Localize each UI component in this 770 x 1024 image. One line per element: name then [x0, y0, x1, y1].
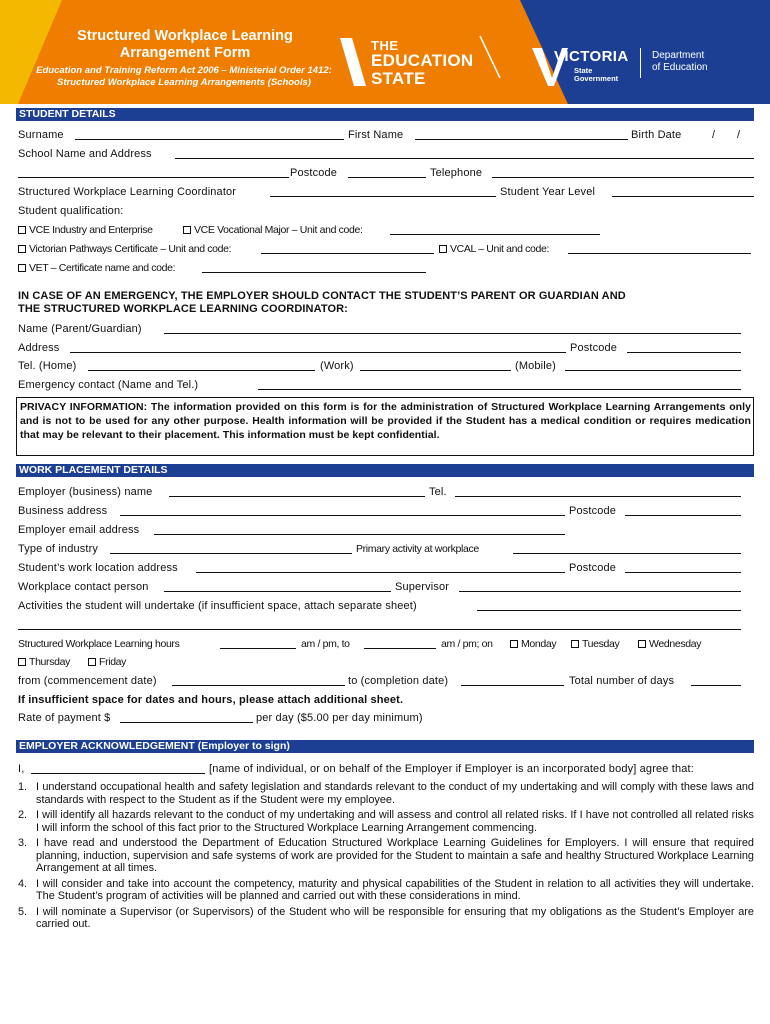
am-pm-to-label: am / pm, to — [301, 638, 350, 650]
rate-field[interactable] — [120, 722, 253, 723]
form-title: Structured Workplace Learning Arrangement Form — [77, 28, 293, 61]
row-hours — [18, 637, 754, 653]
supervisor-label: Supervisor — [395, 581, 450, 593]
total-days-field[interactable] — [691, 685, 741, 686]
row-days — [18, 655, 754, 671]
student-details-header: STUDENT DETAILS — [16, 108, 754, 121]
checkbox-icon[interactable] — [638, 640, 646, 648]
row-contact-person — [18, 580, 754, 596]
birth-date-label: Birth Date — [631, 129, 682, 141]
education-state-logo: THE EDUCATION STATE — [338, 32, 508, 92]
am-pm-on-label: am / pm; on — [441, 638, 493, 650]
school-address-field[interactable] — [175, 158, 754, 159]
primary-activity-field[interactable] — [513, 553, 741, 554]
business-postcode-label: Postcode — [569, 505, 617, 517]
vpc-option[interactable]: Victorian Pathways Certificate – Unit and code: — [18, 242, 231, 256]
list-item: 3. I have read and understood the Department of Education Structured Workplace Learning Guidelines for Employers. I will ensure that required planning, induction, supervision and safe systems of work are provided for the Student to maintain a safe and healthy Structured Workplace Learning Arrangement at all times. — [18, 837, 754, 875]
education-state-mark-icon — [338, 36, 368, 88]
hours-from-field[interactable] — [220, 648, 296, 649]
employer-tel-label: Tel. — [429, 486, 447, 498]
contact-person-field[interactable] — [164, 591, 391, 592]
year-level-label: Student Year Level — [500, 186, 596, 198]
checkbox-icon[interactable] — [18, 658, 26, 666]
rate-label: Rate of payment $ — [18, 712, 111, 724]
vet-field[interactable] — [202, 272, 426, 273]
department-name: Department of Education — [652, 50, 708, 73]
telephone-label: Telephone — [430, 167, 483, 179]
row-guardian-name — [18, 322, 754, 338]
guardian-name-field[interactable] — [164, 333, 741, 334]
vce-ie-option[interactable]: VCE Industry and Enterprise — [18, 223, 153, 237]
guardian-address-label: Address — [18, 342, 60, 354]
commencement-date-label: from (commencement date) — [18, 675, 157, 687]
qualification-label: Student qualification: — [18, 205, 124, 217]
logo-divider — [640, 48, 641, 78]
acknowledgement-list — [18, 781, 754, 934]
tel-home-field[interactable] — [88, 370, 315, 371]
checkbox-icon[interactable] — [88, 658, 96, 666]
hours-label: Structured Workplace Learning hours — [18, 638, 180, 650]
row-qual-vce — [18, 223, 754, 239]
row-business-address — [18, 504, 754, 520]
checkbox-icon[interactable] — [183, 226, 191, 234]
victoria-government-logo: VICTORIA State Government — [532, 42, 642, 92]
privacy-information: PRIVACY INFORMATION: The information provided on this form is for the administration of Structured Workplace Learning Arrangements only and is not to be used for any other purpose. Health information will be provided if the Student has a medical condition or requires medication that may be relevant to their placement. This information must be kept confidential. — [16, 397, 754, 456]
i-label: I, — [18, 763, 25, 775]
row-employer-name — [18, 762, 754, 778]
row-qual-vet — [18, 261, 754, 277]
list-item: 2. I will identify all hazards relevant to the conduct of my undertaking and will assess and control all related risks. If I have not controlled all related risks I will inform the school of this fact prior to the Structured Workplace Learning Arrangement commencing. — [18, 809, 754, 834]
work-location-postcode-field[interactable] — [625, 572, 741, 573]
row-guardian-phones — [18, 359, 754, 375]
vce-vm-field[interactable] — [390, 234, 600, 235]
surname-field[interactable] — [75, 139, 344, 140]
guardian-postcode-label: Postcode — [570, 342, 618, 354]
postcode-label: Postcode — [290, 167, 338, 179]
vce-vm-option[interactable]: VCE Vocational Major – Unit and code: — [183, 223, 363, 237]
activities-field[interactable] — [477, 610, 741, 611]
employer-name-label: Employer (business) name — [18, 486, 153, 498]
row-industry — [18, 542, 754, 558]
emergency-contact-field[interactable] — [258, 389, 741, 390]
coordinator-label: Structured Workplace Learning Coordinator — [18, 186, 237, 198]
row-employer — [18, 485, 754, 501]
activities-label: Activities the student will undertake (if insufficient space, attach separate sheet) — [18, 600, 417, 612]
row-dates — [18, 674, 754, 690]
commencement-date-field[interactable] — [172, 685, 345, 686]
employer-email-field[interactable] — [154, 534, 565, 535]
list-item: 4. I will consider and take into account the competency, maturity and physical capabilities of the Student in relation to all activities they will undertake. The Student’s program of activities will be planned and carried out with these considerations in mind. — [18, 877, 754, 903]
vic-state-government: State Government — [574, 66, 619, 83]
thursday-option[interactable]: Thursday — [18, 655, 70, 669]
checkbox-icon[interactable] — [510, 640, 518, 648]
row-emergency-contact — [18, 378, 754, 394]
list-item: 1. I understand occupational health and safety legislation and standards relevant to the conduct of my undertaking and will comply with these laws and standards with respect to the Student as if the Student were my employee. — [18, 781, 754, 806]
completion-date-field[interactable] — [461, 685, 564, 686]
coordinator-field[interactable] — [270, 196, 496, 197]
business-address-label: Business address — [18, 505, 108, 517]
employer-acknowledgement-header: EMPLOYER ACKNOWLEDGEMENT (Employer to sign) — [16, 740, 754, 753]
checkbox-icon[interactable] — [18, 245, 26, 253]
completion-date-label: to (completion date) — [348, 675, 449, 687]
row-guardian-address — [18, 341, 754, 357]
activities-field-2[interactable] — [18, 629, 741, 630]
primary-activity-label: Primary activity at workplace — [356, 543, 479, 555]
emergency-contact-label: Emergency contact (Name and Tel.) — [18, 379, 199, 391]
contact-person-label: Workplace contact person — [18, 581, 149, 593]
school-address-label: School Name and Address — [18, 148, 152, 160]
industry-label: Type of industry — [18, 543, 99, 555]
friday-option[interactable]: Friday — [88, 655, 126, 669]
monday-option[interactable]: Monday — [510, 637, 556, 651]
work-location-field[interactable] — [196, 572, 565, 573]
vcal-field[interactable] — [568, 253, 751, 254]
row-insufficient-note — [18, 693, 754, 709]
wednesday-option[interactable]: Wednesday — [638, 637, 701, 651]
vet-option[interactable]: VET – Certificate name and code: — [18, 261, 175, 275]
guardian-name-label: Name (Parent/Guardian) — [18, 323, 142, 335]
business-postcode-field[interactable] — [625, 515, 741, 516]
row-qualification — [18, 204, 754, 220]
birth-date-separator-1: / — [712, 129, 716, 141]
checkbox-icon[interactable] — [439, 245, 447, 253]
tel-work-label: (Work) — [320, 360, 354, 372]
vpc-field[interactable] — [261, 253, 434, 254]
work-location-label: Student’s work location address — [18, 562, 178, 574]
education-state-slash-icon — [478, 34, 502, 80]
supervisor-field[interactable] — [459, 591, 741, 592]
row-activities — [18, 599, 754, 615]
employer-name-field[interactable] — [169, 496, 425, 497]
emergency-heading: IN CASE OF AN EMERGENCY, THE EMPLOYER SHOULD CONTACT THE STUDENT’S PARENT OR GUARDIAN AND THE STRUCTURED WORKPLACE LEARNING COORDINATOR: — [18, 290, 626, 315]
work-location-postcode-label: Postcode — [569, 562, 617, 574]
row-activities-2 — [18, 618, 754, 634]
first-name-field[interactable] — [415, 139, 628, 140]
row-rate — [18, 711, 754, 727]
row-surname — [18, 128, 754, 144]
industry-field[interactable] — [110, 553, 352, 554]
tel-home-label: Tel. (Home) — [18, 360, 77, 372]
checkbox-icon[interactable] — [571, 640, 579, 648]
school-address-field-2[interactable] — [18, 177, 289, 178]
row-postcode-telephone — [18, 166, 754, 182]
surname-label: Surname — [18, 129, 64, 141]
insufficient-space-note: If insufficient space for dates and hours, please attach additional sheet. — [18, 694, 404, 706]
guardian-postcode-field[interactable] — [627, 352, 741, 353]
form-subtitle: Education and Training Reform Act 2006 – Ministerial Order 1412: Structured Workplace Learning Arrangements (Schools) — [36, 65, 332, 88]
employer-tel-field[interactable] — [455, 496, 741, 497]
header-banner — [0, 0, 770, 104]
postcode-field[interactable] — [348, 177, 426, 178]
business-address-field[interactable] — [120, 515, 565, 516]
year-level-field[interactable] — [612, 196, 754, 197]
total-days-label: Total number of days — [569, 675, 675, 687]
employer-email-label: Employer email address — [18, 524, 140, 536]
row-employer-email — [18, 523, 754, 539]
work-placement-header: WORK PLACEMENT DETAILS — [16, 464, 754, 477]
agree-text: [name of individual, or on behalf of the Employer if Employer is an incorporated body] agree that: — [209, 763, 694, 775]
first-name-label: First Name — [348, 129, 404, 141]
tel-mobile-label: (Mobile) — [515, 360, 556, 372]
row-work-location — [18, 561, 754, 577]
employer-signatory-field[interactable] — [31, 773, 205, 774]
per-day-label: per day ($5.00 per day minimum) — [256, 712, 423, 724]
list-item: 5. I will nominate a Supervisor (or Supervisors) of the Student who will be responsible for ensuring that my obligations as the Student’s Employer are carried out. — [18, 905, 754, 931]
row-coordinator — [18, 185, 754, 201]
row-school-address — [18, 147, 754, 163]
tel-mobile-field[interactable] — [565, 370, 741, 371]
hours-to-field[interactable] — [364, 648, 436, 649]
telephone-field[interactable] — [492, 177, 754, 178]
tuesday-option[interactable]: Tuesday — [571, 637, 619, 651]
birth-date-separator-2: / — [737, 129, 741, 141]
vcal-option[interactable]: VCAL – Unit and code: — [439, 242, 549, 256]
checkbox-icon[interactable] — [18, 264, 26, 272]
row-qual-vpc — [18, 242, 754, 258]
checkbox-icon[interactable] — [18, 226, 26, 234]
tel-work-field[interactable] — [360, 370, 511, 371]
guardian-address-field[interactable] — [70, 352, 566, 353]
